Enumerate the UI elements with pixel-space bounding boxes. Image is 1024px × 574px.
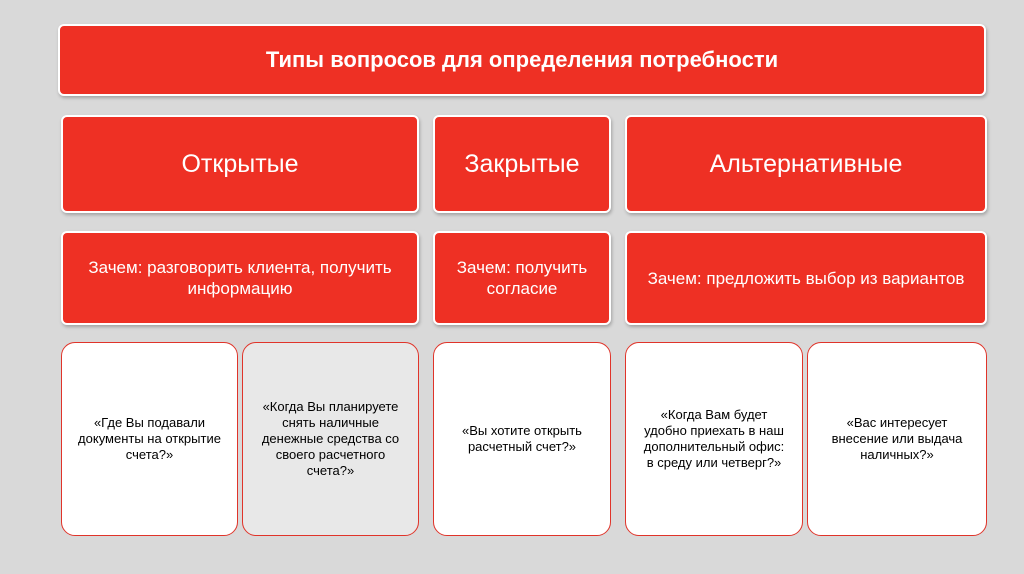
example-alternative-2: «Вас интересует внесение или выдача наличных?» [807,342,987,536]
purpose-alternative: Зачем: предложить выбор из вариантов [625,231,987,325]
diagram-title: Типы вопросов для определения потребности [58,24,986,96]
category-alternative: Альтернативные [625,115,987,213]
example-open-1: «Где Вы подавали документы на открытие счета?» [61,342,238,536]
category-open: Открытые [61,115,419,213]
example-alternative-1: «Когда Вам будет удобно приехать в наш дополнительный офис: в среду или четверг?» [625,342,803,536]
example-open-2: «Когда Вы планируете снять наличные денежные средства со своего расчетного счета?» [242,342,419,536]
purpose-open: Зачем: разговорить клиента, получить информацию [61,231,419,325]
example-closed-1: «Вы хотите открыть расчетный счет?» [433,342,611,536]
category-closed: Закрытые [433,115,611,213]
purpose-closed: Зачем: получить согласие [433,231,611,325]
